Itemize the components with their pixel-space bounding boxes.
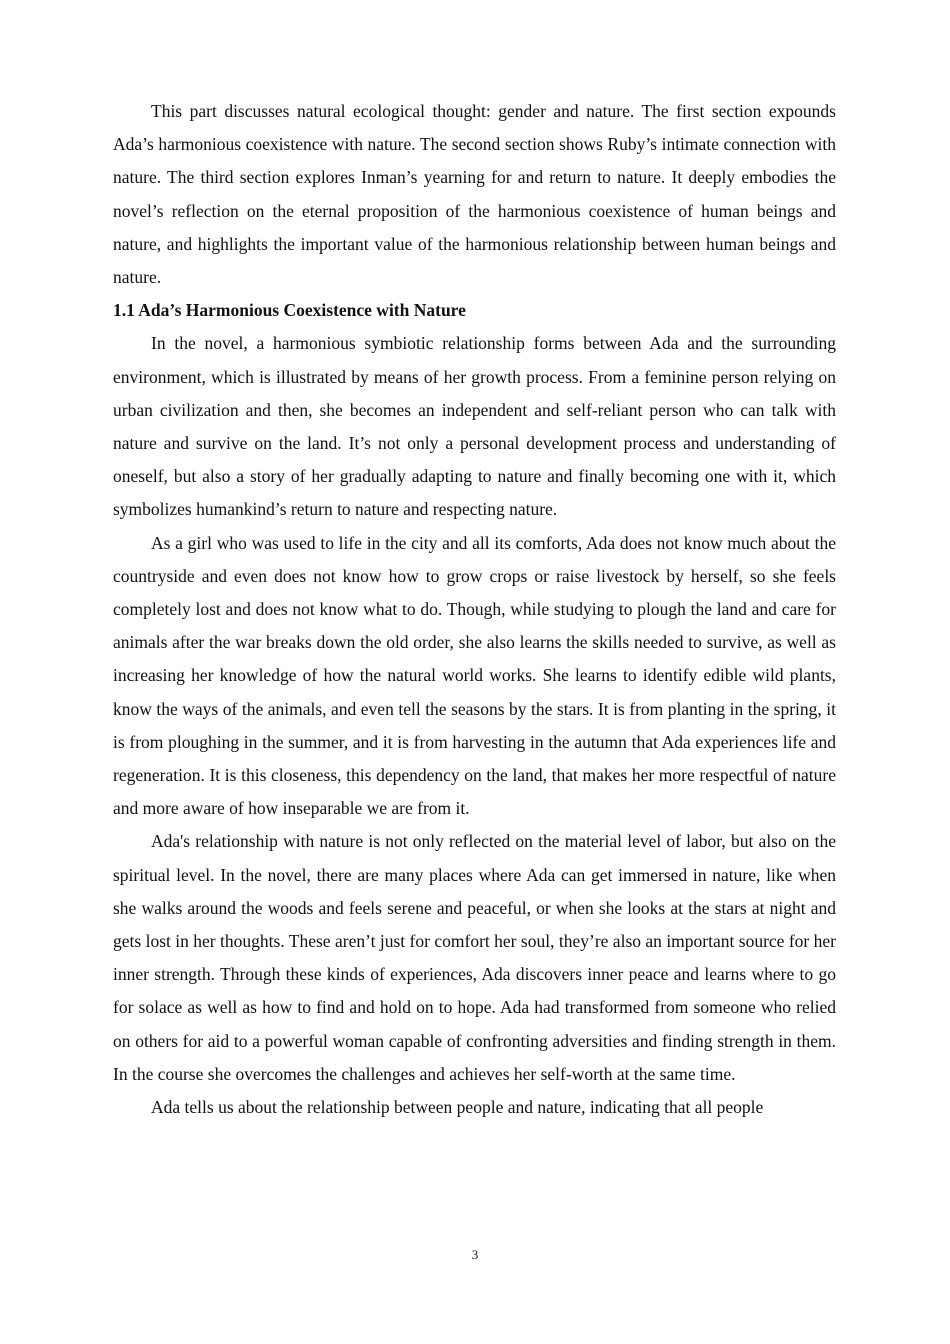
body-paragraph-2: As a girl who was used to life in the city and all its comforts, Ada does not know much about the countryside and even does not know how to grow crops or raise livestock by herself, so she feels completely lost and does not know what to do. Though, while studying to plough the land and care for animals after the war breaks down the old order, she also learns the skills needed to survive, as well as increasing her knowledge of how the natural world works. She learns to identify edible wild plants, know the ways of the animals, and even tell the seasons by the stars. It is from planting in the spring, it is from ploughing in the summer, and it is from harvesting in the autumn that Ada experiences life and regeneration. It is this closeness, this dependency on the land, that makes her more respectful of nature and more aware of how inseparable we are from it. xyxy=(113,532,836,819)
body-paragraph-3: Ada's relationship with nature is not only reflected on the material level of labor, but also on the spiritual level. In the novel, there are many places where Ada can get immersed in nature, like when she walks around the woods and feels serene and peaceful, or when she looks at the stars at night and gets lost in her thoughts. These aren’t just for comfort her soul, they’re also an important source for her inner strength. Through these kinds of experiences, Ada discovers inner peace and learns where to go for solace as well as how to find and hold on to hope. Ada had transformed from someone who relied on others for aid to a powerful woman capable of confronting adversities and finding strength in them. In the course she overcomes the challenges and achieves her self-worth at the same time. xyxy=(113,831,836,1084)
intro-paragraph: This part discusses natural ecological thought: gender and nature. The first section expounds Ada’s harmonious coexistence with nature. The second section shows Ruby’s intimate connection with nature. The third section explores Inman’s yearning for and return to nature. It deeply embodies the novel’s reflection on the eternal proposition of the harmonious coexistence of human beings and nature, and highlights the important value of the harmonious relationship between human beings and nature. xyxy=(113,101,836,288)
document-body xyxy=(113,95,836,1124)
section-heading: 1.1 Ada’s Harmonious Coexistence with Nature xyxy=(113,300,466,321)
body-paragraph-4: Ada tells us about the relationship between people and nature, indicating that all people xyxy=(151,1097,764,1118)
page-number: 3 xyxy=(471,1247,479,1262)
body-paragraph-1: In the novel, a harmonious symbiotic relationship forms between Ada and the surrounding environment, which is illustrated by means of her growth process. From a feminine person relying on urban civilization and then, she becomes an independent and self-reliant person who can talk with nature and survive on the land. It’s not only a personal development process and understanding of oneself, but also a story of her gradually adapting to nature and finally becoming one with it, which symbolizes humankind’s return to nature and respecting nature. xyxy=(113,333,836,520)
